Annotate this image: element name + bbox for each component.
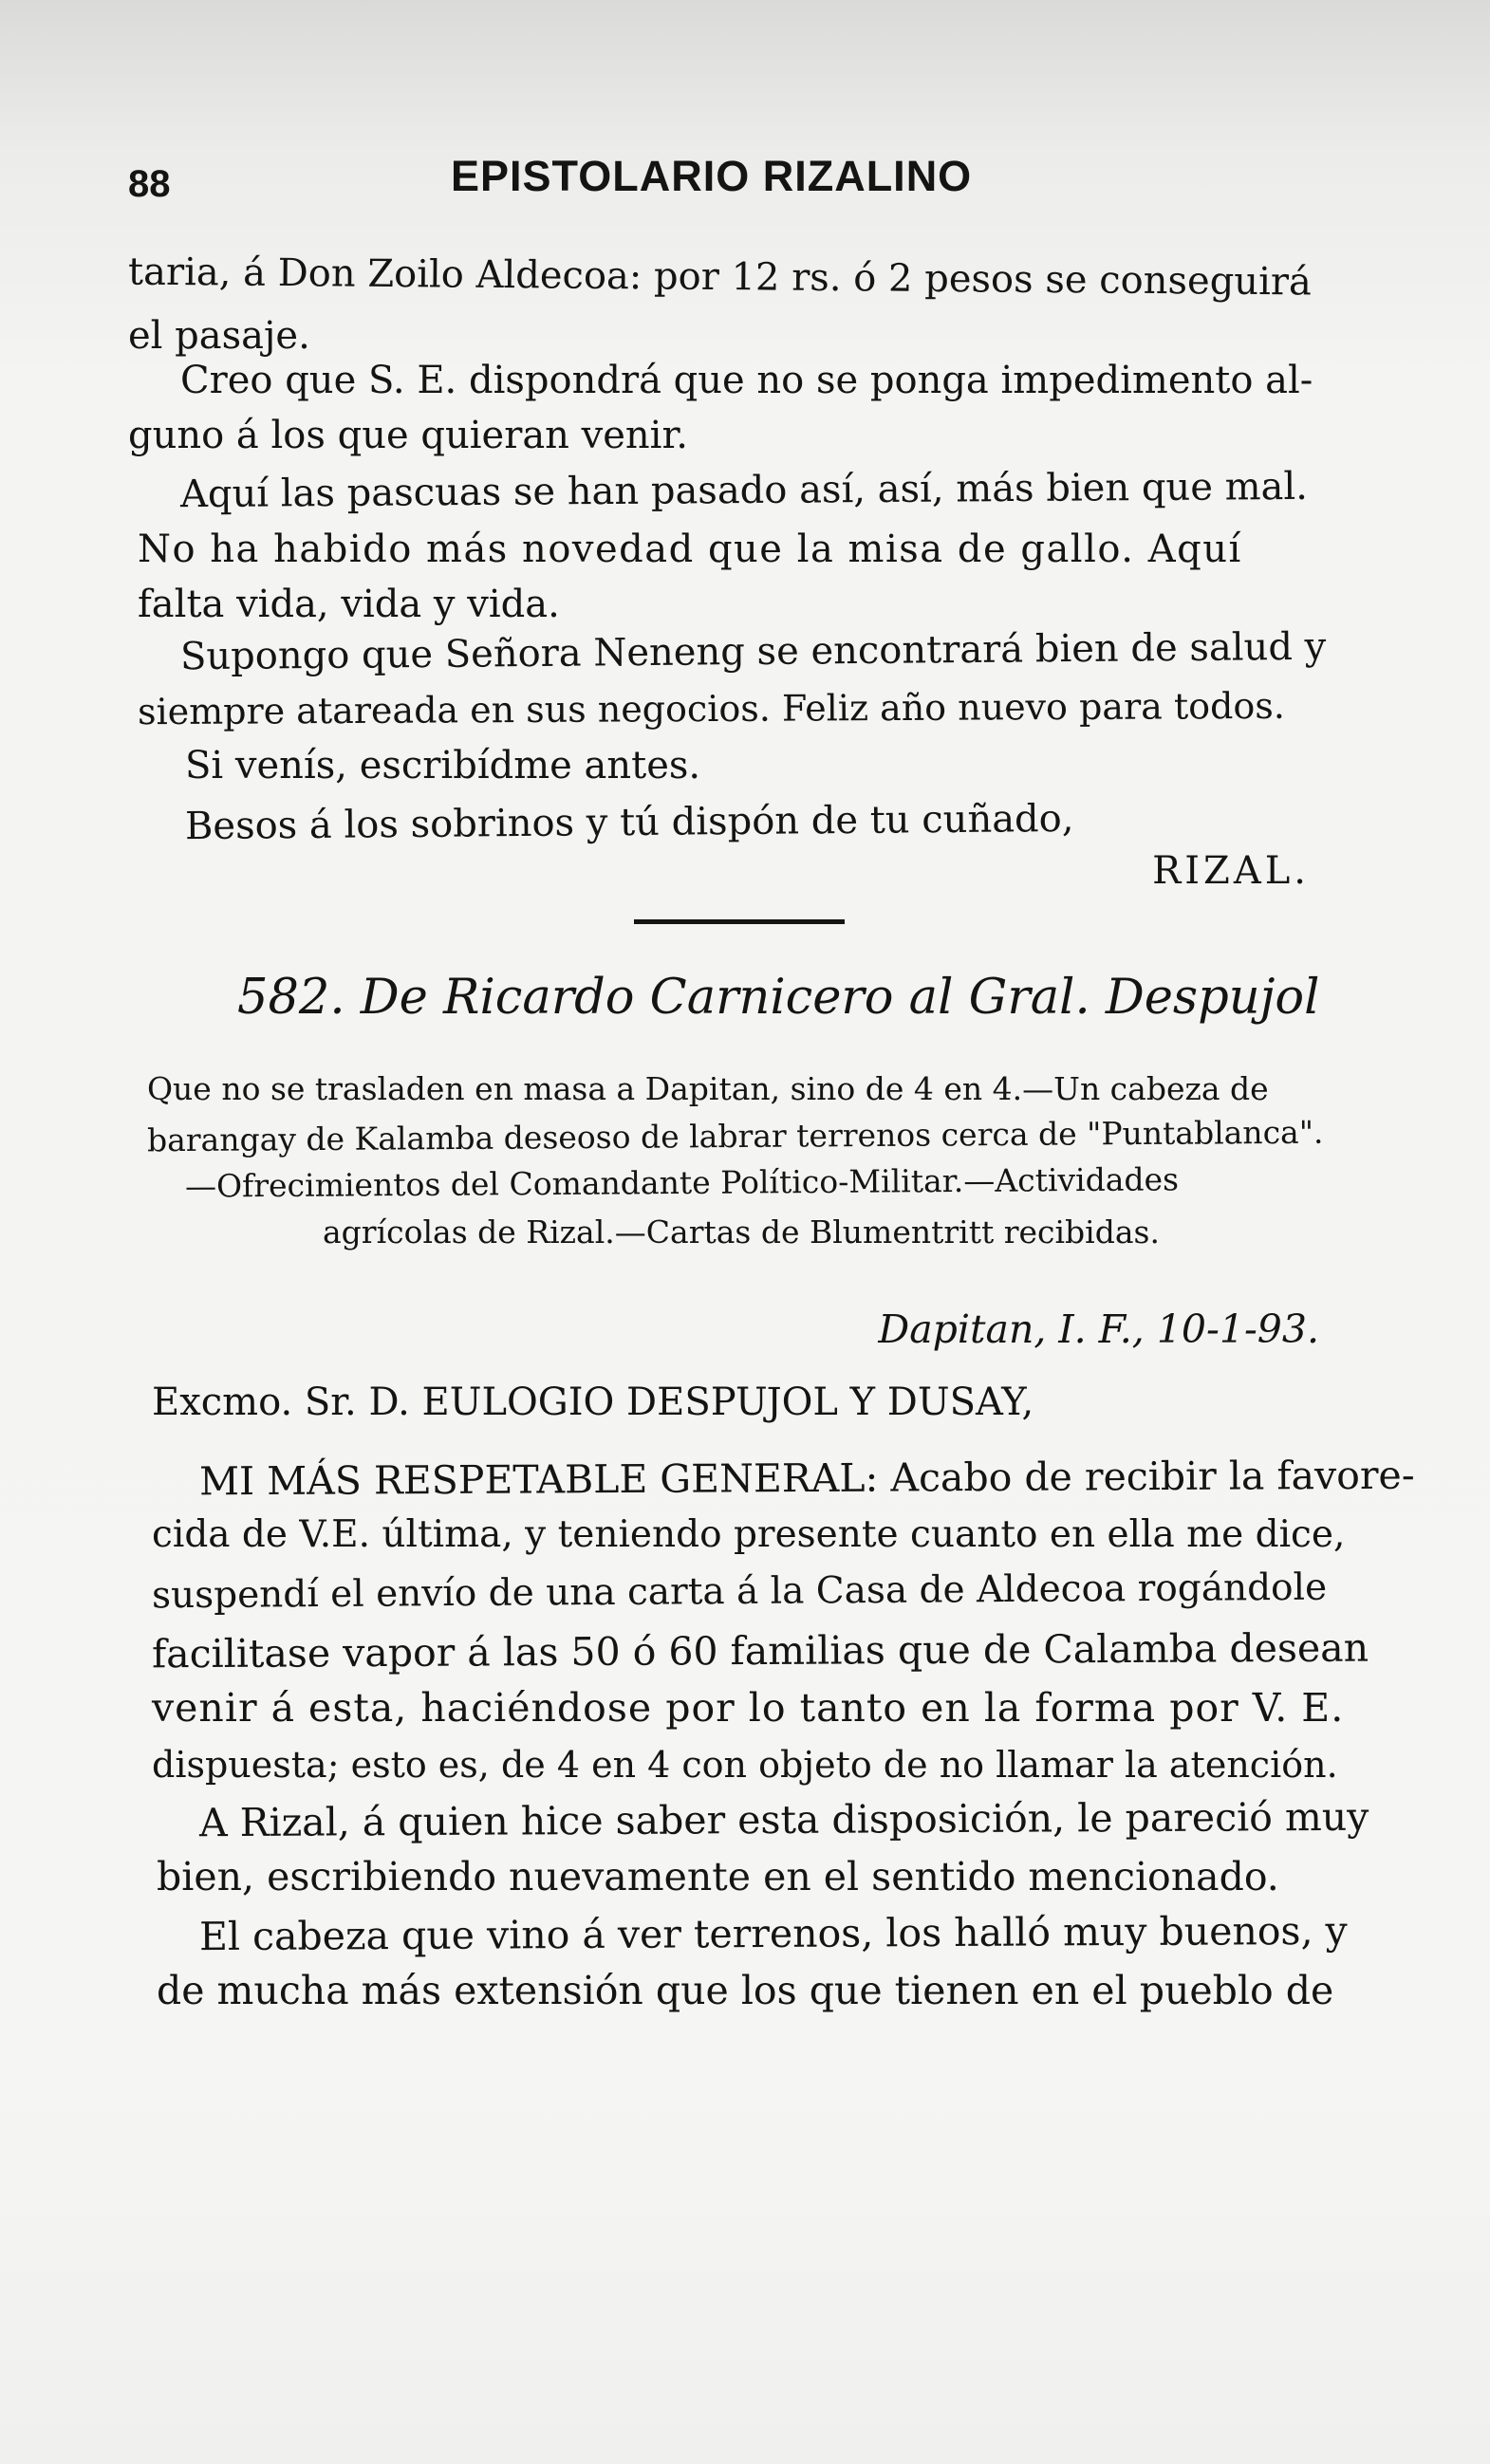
text-line: Creo que S. E. dispondrá que no se ponga impedimento al-	[180, 359, 1313, 402]
text-line: Aquí las pascuas se han pasado así, así, más bien que mal.	[179, 464, 1309, 517]
dateline: Dapitan, I. F., 10-1-93.	[878, 1306, 1319, 1352]
summary-line: Que no se trasladen en masa a Dapitan, sino de 4 en 4.—Un cabeza de	[147, 1070, 1269, 1107]
text-line: Si venís, escribídme antes.	[185, 744, 701, 787]
section-divider	[634, 919, 845, 924]
body-line: de mucha más extensión que los que tienen en el pueblo de	[157, 1968, 1334, 2013]
body-line: suspendí el envío de una carta á la Casa de Aldecoa rogándole	[151, 1565, 1328, 1618]
addressee: Excmo. Sr. D. EULOGIO DESPUJOL Y DUSAY,	[152, 1380, 1034, 1424]
body-line: El cabeza que vino á ver terrenos, los halló muy buenos, y	[198, 1907, 1348, 1960]
summary-line: agrícolas de Rizal.—Cartas de Blumentritt recibidas.	[323, 1213, 1160, 1251]
signature: RIZAL.	[1152, 849, 1310, 893]
running-title: EPISTOLARIO RIZALINO	[451, 152, 973, 200]
text-line: el pasaje.	[128, 314, 310, 358]
summary-line: —Ofrecimientos del Comandante Político-Militar.—Actividades	[184, 1160, 1180, 1205]
text-line: Besos á los sobrinos y tú dispón de tu cuñado,	[184, 796, 1074, 849]
page-header	[128, 152, 1362, 209]
body-line: facilitase vapor á las 50 ó 60 familias que de Calamba desean	[151, 1624, 1369, 1677]
text-line: Supongo que Señora Neneng se encontrará bien de salud y	[179, 624, 1327, 679]
letter-heading: 582. De Ricardo Carnicero al Gral. Despujol	[237, 970, 1320, 1026]
page-number: 88	[128, 163, 171, 205]
body-line: venir á esta, haciéndose por lo tanto en la forma por V. E.	[152, 1685, 1345, 1731]
text-line: guno á los que quieran venir.	[128, 414, 688, 457]
body-line: cida de V.E. última, y teniendo presente cuanto en ella me dice,	[152, 1513, 1346, 1556]
text-line: falta vida, vida y vida.	[138, 583, 560, 626]
text-line: No ha habido más novedad que la misa de gallo. Aquí	[138, 528, 1242, 571]
text-line: taria, á Don Zoilo Aldecoa: por 12 rs. ó 2 pesos se conseguirá	[127, 250, 1313, 305]
body-line: A Rizal, á quien hice saber esta disposición, le pareció muy	[198, 1793, 1369, 1846]
summary-line: barangay de Kalamba deseoso de labrar terrenos cerca de "Puntablanca".	[146, 1113, 1324, 1159]
body-line: MI MÁS RESPETABLE GENERAL: Acabo de recibir la favore-	[198, 1452, 1415, 1505]
body-line: bien, escribiendo nuevamente en el sentido mencionado.	[157, 1854, 1279, 1899]
text-line: siempre atareada en sus negocios. Feliz año nuevo para todos.	[137, 684, 1285, 733]
body-line: dispuesta; esto es, de 4 en 4 con objeto de no llamar la atención.	[152, 1744, 1338, 1786]
